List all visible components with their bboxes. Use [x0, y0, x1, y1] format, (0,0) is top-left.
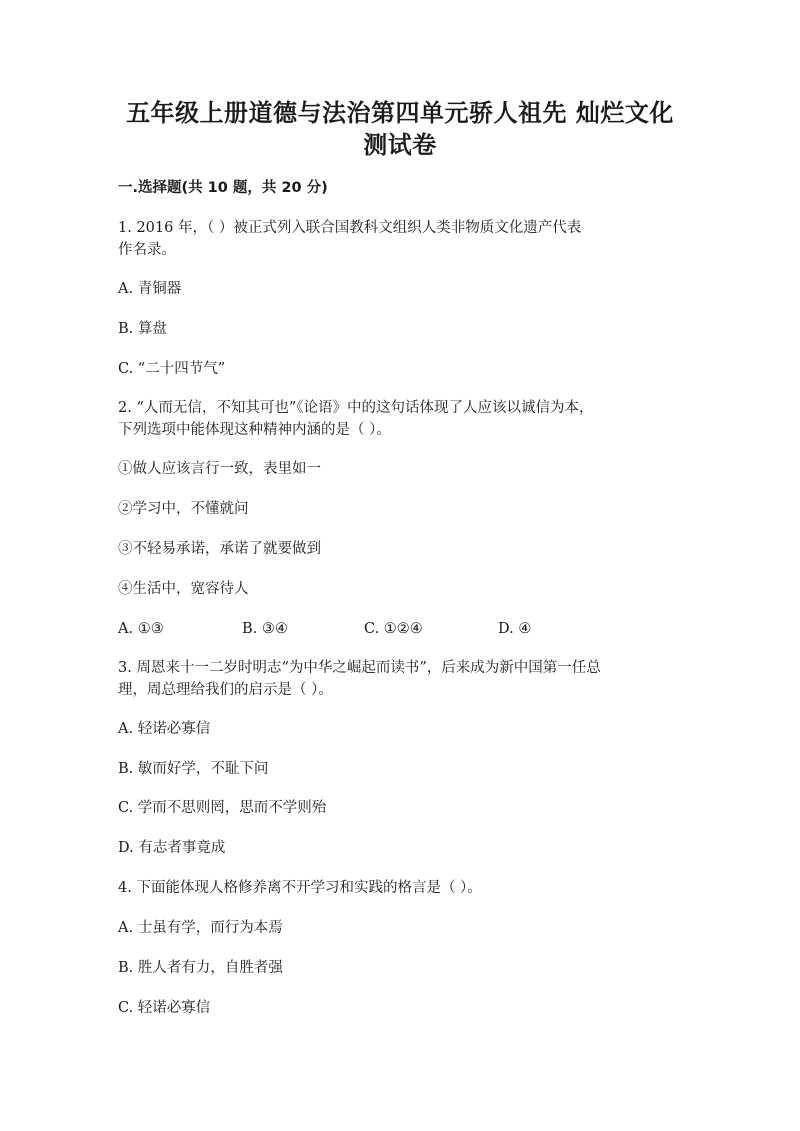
- question-3-stem-line-2: 理，周总理给我们的启示是（ ）。: [118, 682, 333, 698]
- question-1-option-c: C. “二十四节气”: [118, 361, 226, 377]
- question-1-stem-line-1: 1. 2016 年，（ ）被正式列入联合国教科文组织人类非物质文化遗产代表: [118, 220, 582, 236]
- question-2-option-d: D. ④: [498, 621, 532, 637]
- question-2-statement-3: ③不轻易承诺，承诺了就要做到: [118, 541, 321, 557]
- question-4-stem: 4. 下面能体现人格修养离不开学习和实践的格言是（ ）。: [118, 880, 482, 896]
- question-2-option-b: B. ③④: [242, 621, 288, 637]
- page-title-line-2: 测试卷: [363, 131, 437, 159]
- question-2-statement-2: ②学习中，不懂就问: [118, 501, 249, 517]
- question-3-option-a: A. 轻诺必寡信: [118, 721, 211, 737]
- question-3-option-b: B. 敏而好学，不耻下问: [118, 761, 269, 777]
- question-3-option-d: D. 有志者事竟成: [118, 840, 226, 856]
- question-3-stem-line-1: 3. 周恩来十一二岁时明志“为中华之崛起而读书”，后来成为新中国第一任总: [118, 660, 601, 676]
- question-1-option-b: B. 算盘: [118, 321, 167, 337]
- question-4-option-b: B. 胜人者有力，自胜者强: [118, 960, 283, 976]
- question-2-statement-4: ④生活中，宽容待人: [118, 581, 249, 597]
- question-1-stem-line-2: 作名录。: [118, 242, 176, 258]
- page-title-line-1: 五年级上册道德与法治第四单元骄人祖先 灿烂文化: [126, 99, 674, 127]
- question-4-option-c: C. 轻诺必寡信: [118, 1000, 211, 1016]
- question-2-option-c: C. ①②④: [364, 621, 423, 637]
- question-2-stem-line-1: 2. “人而无信，不知其可也”《论语》中的这句话体现了人应该以诚信为本，: [118, 400, 594, 416]
- question-1-option-a: A. 青铜器: [118, 281, 182, 297]
- question-3-option-c: C. 学而不思则罔，思而不学则殆: [118, 800, 327, 816]
- question-2-stem-line-2: 下列选项中能体现这种精神内涵的是（ ）。: [118, 422, 391, 438]
- question-4-option-a: A. 士虽有学，而行为本焉: [118, 920, 283, 936]
- question-2-option-a: A. ①③: [118, 621, 164, 637]
- question-2-statement-1: ①做人应该言行一致，表里如一: [118, 461, 321, 477]
- section-header: 一.选择题(共 10 题，共 20 分): [118, 180, 328, 196]
